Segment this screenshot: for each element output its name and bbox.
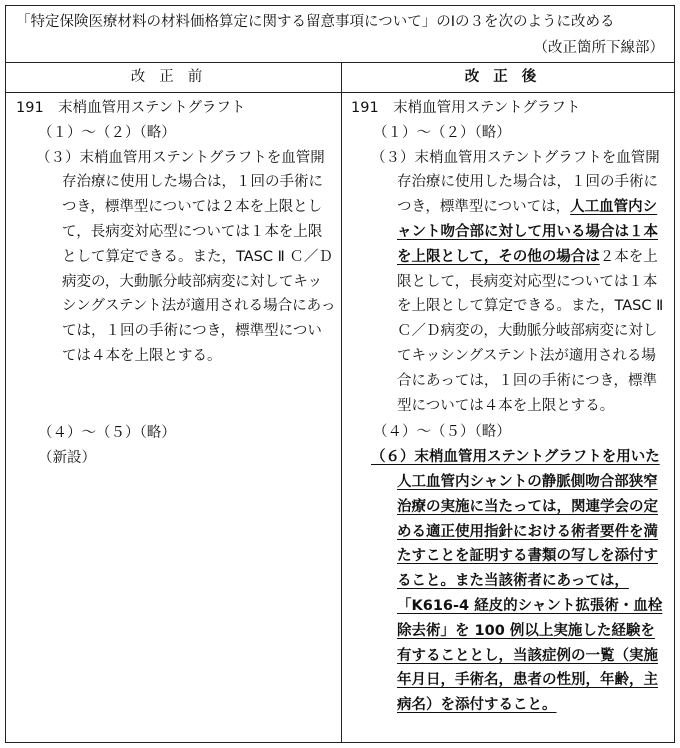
before-item-1-2: （１）～（２）（略） (38, 124, 176, 141)
after-column (351, 96, 669, 718)
revision-table (5, 5, 675, 743)
spacer (16, 369, 336, 421)
before-item-3: （３）末梢血管用ステントグラフトを血管開存治療に使用した場合は，１回の手術につき，標準型については２本を上限として，長病変対応型については１本を上限として算定できる。また，TASC Ⅱ Ｃ／Ｄ病変の，大動脈分岐部病変に対してキッシングステント法が適用される場合にあっては，１回の手術につき，標準型については４本を上限とする。 (36, 149, 336, 364)
revision-title: 「特定保険医療材料の材料価格算定に関する留意事項について」のⅠの３を次のように改める (16, 14, 615, 30)
revision-note: （改正箇所下線部） (533, 40, 664, 56)
before-item-4-5: （４）～（５）（略） (38, 424, 176, 441)
before-heading: 191 末梢血管用ステントグラフト (16, 100, 246, 116)
before-column (16, 96, 336, 470)
after-item-1-2: （１）～（２）（略） (373, 124, 511, 141)
after-item-3-part1: （３）末梢血管用ステントグラフトを血管開存治療に使用した場合は，１回の手術につき，標準型については， (371, 149, 660, 216)
after-item-6-text: （６）末梢血管用ステントグラフトを用いた人工血管内シャントの静脈側吻合部狭窄治療の実施に当たっては，関連学会の定める適正使用指針における術者要件を満たすことを証明する書類の写しを添付すること。また当該術者にあっては，「K616-4 経皮的シャント拡張術・血栓除去術」を 100 例以上実施した経験を有することとし，当該症例の一覧（実施年月日，手術名，患者の性別，年齢，主病名）を添付すること。 (371, 449, 663, 714)
after-item-6 (351, 445, 669, 718)
table-header (6, 6, 674, 63)
after-item-4-5: （４）～（５）（略） (373, 424, 511, 441)
column-divider (341, 62, 342, 742)
after-heading: 191 末梢血管用ステントグラフト (351, 100, 581, 116)
before-new-note: （新設） (38, 449, 96, 466)
after-item-3-underlined: 人工血管内シャント吻合部に対して用いる場合は１本を上限として，その他の場合は (397, 199, 658, 265)
after-item-3 (351, 146, 669, 419)
column-header-after: 改正後 (341, 62, 674, 93)
after-item-3-part2: ２本を上限として，長病変対応型については１本を上限として算定できる。また，TASC Ⅱ Ｃ／Ｄ病変の，大動脈分岐部病変に対してキッシングステント法が適用される場合にあっては，１回の手術につき，標準型については４本を上限とする。 (397, 248, 664, 414)
column-header-before: 改正前 (6, 62, 341, 93)
